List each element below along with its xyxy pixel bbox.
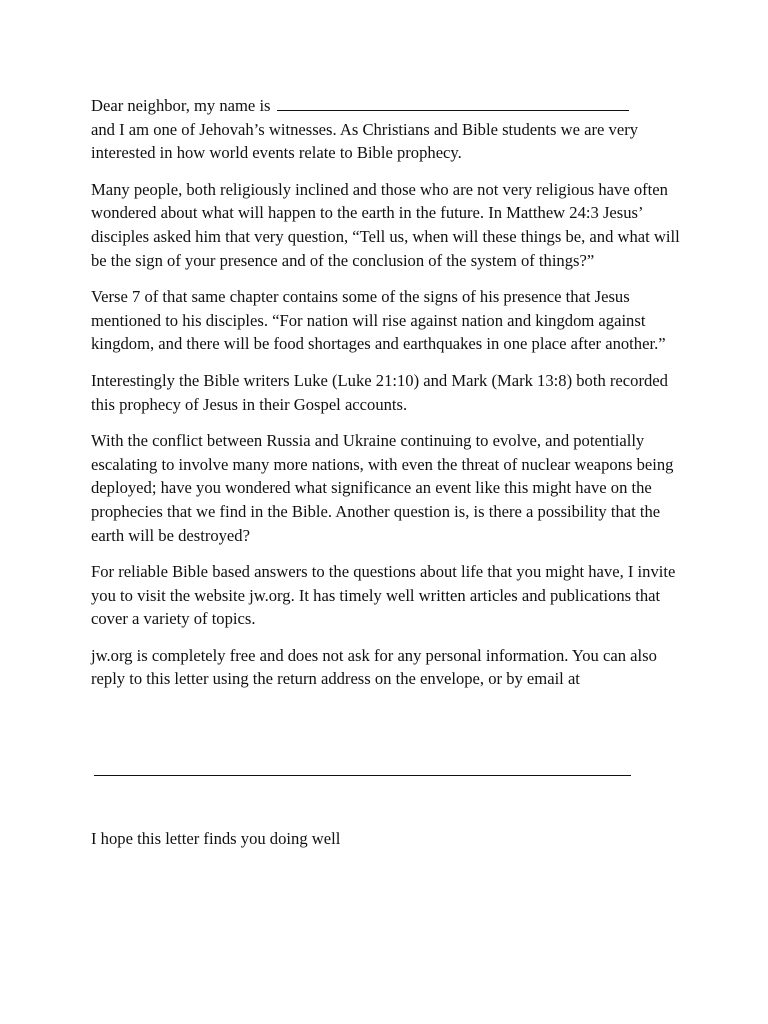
paragraph-intro-text: and I am one of Jehovah’s witnesses. As Christians and Bible students we are very interested in how world events relate to Bible prophecy. <box>91 119 639 163</box>
paragraph-matthew: Many people, both religiously inclined and those who are not very religious have often wondered about what will happen to the earth in the future. In Matthew 24:3 Jesus’ disciples asked him that very question, “Tell us, when will these things be, and what will be the sign of your presence and of the conclusion of the system of things?” <box>91 179 680 270</box>
paragraph-jw-org: For reliable Bible based answers to the questions about life that you might have, I invite you to visit the website jw.org. It has timely well written articles and publications that cover a variety of topics. <box>91 562 676 629</box>
paragraph-verse-7: Verse 7 of that same chapter contains some of the signs of his presence that Jesus mentioned to his disciples. “For nation will rise against nation and kingdom against kingdom, and there will be food shortages and earthquakes in one place after another.” <box>91 287 666 354</box>
paragraph-luke-mark: Interestingly the Bible writers Luke (Luke 21:10) and Mark (Mark 13:8) both recorded this prophecy of Jesus in their Gospel accounts. <box>91 370 668 414</box>
paragraph-contact: jw.org is completely free and does not ask for any personal information. You can also reply to this letter using the return address on the envelope, or by email at <box>91 645 657 689</box>
paragraph-current-events: With the conflict between Russia and Ukraine continuing to evolve, and potentially escalating to involve many more nations, with even the threat of nuclear weapons being deployed; have you wondered what significance an event like this might have on the prophecies that we find in the Bible. Another question is, is there a possibility that the earth will be destroyed? <box>91 431 674 545</box>
paragraph-greeting <box>91 92 691 165</box>
name-blank-line <box>277 92 629 111</box>
greeting-text: Dear neighbor, my name is <box>91 96 271 115</box>
letter-body <box>91 92 691 704</box>
email-blank-line <box>94 775 631 776</box>
closing-line: I hope this letter finds you doing well <box>91 829 341 848</box>
